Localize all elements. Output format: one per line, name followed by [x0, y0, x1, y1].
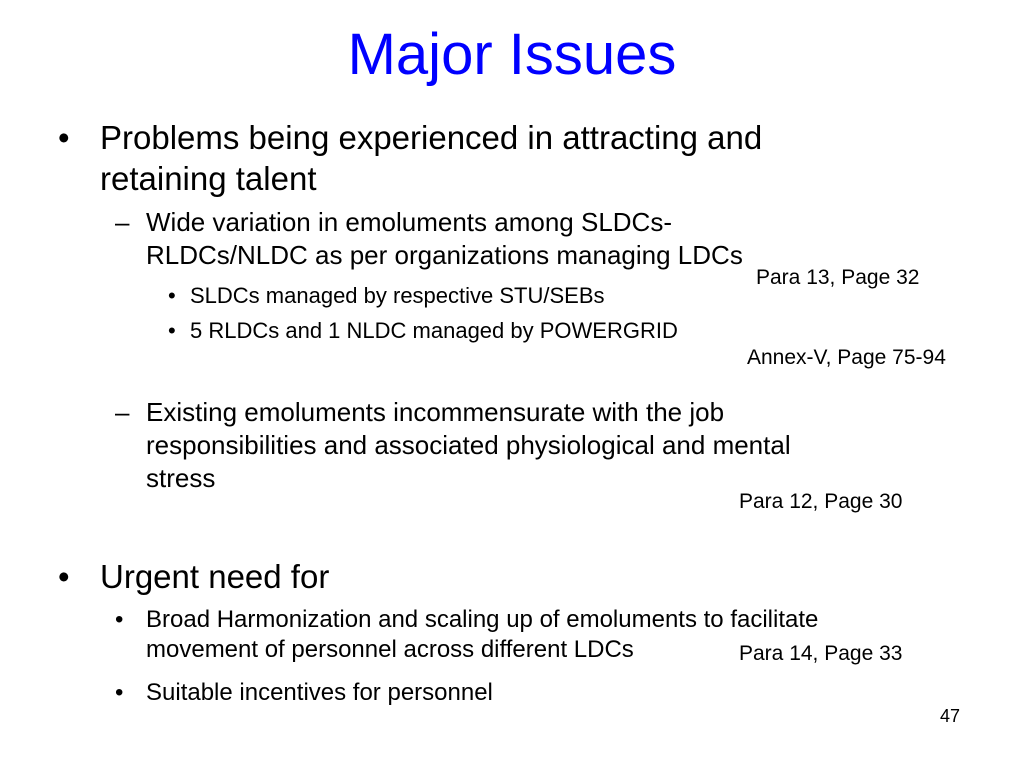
sub-1-1-line-1: Wide variation in emoluments among SLDCs- — [146, 207, 672, 237]
bullet-marker: • — [58, 558, 70, 595]
page-number: 47 — [940, 706, 961, 726]
sub-1-2-line-1: Existing emoluments incommensurate with the job — [146, 397, 725, 427]
bullet-2-line-1: Urgent need for — [100, 558, 330, 595]
reference-para-12: Para 12, Page 30 — [739, 490, 903, 513]
sub-1-2-line-2: responsibilities and associated physiological and mental — [146, 430, 791, 460]
sub-sub-bullet-1: SLDCs managed by respective STU/SEBs — [190, 283, 605, 308]
sub-1-1-line-2: RLDCs/NLDC as per organizations managing LDCs — [146, 240, 743, 270]
bullet-marker: • — [115, 606, 124, 633]
page-title: Major Issues — [347, 22, 677, 87]
bullet-marker: • — [168, 283, 176, 308]
dash-marker: – — [115, 207, 130, 237]
bullet-1-line-2: retaining talent — [100, 160, 317, 197]
bullet-1-line-1: Problems being experienced in attracting and — [100, 119, 763, 156]
sub-2-1-line-2: movement of personnel across different LDCs — [146, 636, 634, 663]
sub-1-2-line-3: stress — [146, 463, 216, 493]
sub-sub-bullet-2: 5 RLDCs and 1 NLDC managed by POWERGRID — [190, 318, 678, 343]
bullet-marker: • — [58, 119, 70, 156]
reference-para-14: Para 14, Page 33 — [739, 642, 903, 665]
sub-2-2-line-1: Suitable incentives for personnel — [146, 679, 493, 706]
reference-para-13: Para 13, Page 32 — [756, 266, 920, 289]
sub-2-1-line-1: Broad Harmonization and scaling up of emoluments to facilitate — [146, 606, 819, 633]
bullet-marker: • — [168, 318, 176, 343]
bullet-marker: • — [115, 679, 124, 706]
dash-marker: – — [115, 397, 130, 427]
reference-annex-v: Annex-V, Page 75-94 — [747, 346, 946, 369]
